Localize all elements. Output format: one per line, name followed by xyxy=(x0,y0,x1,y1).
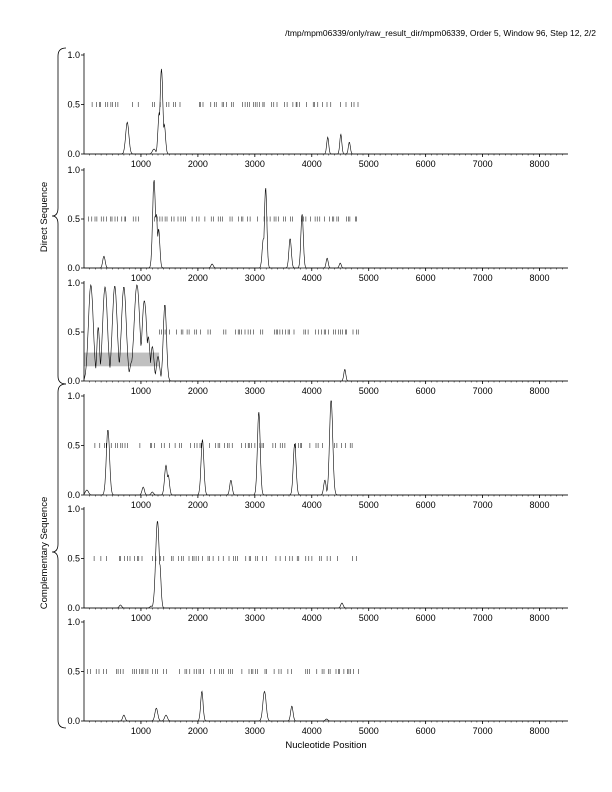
x-tick-label: 2000 xyxy=(187,386,208,396)
y-tick-label: 0.5 xyxy=(67,99,80,110)
figure-header: /tmp/mpm06339/only/raw_result_dir/mpm06339, Order 5, Window 96, Step 12, 2/2 xyxy=(285,28,596,38)
data-line xyxy=(84,401,568,495)
x-tick-label: 4000 xyxy=(301,726,322,736)
orf-tick-marks xyxy=(88,669,359,674)
y-tick-label: 0.0 xyxy=(67,149,80,159)
y-tick-label: 0.0 xyxy=(67,603,80,613)
x-tick-label: 7000 xyxy=(472,613,493,623)
complementary-sequence-label: Complementary Sequence xyxy=(39,496,50,610)
x-tick-label: 7000 xyxy=(472,159,493,169)
x-tick-label: 5000 xyxy=(358,273,379,283)
x-tick-label: 8000 xyxy=(529,273,550,283)
x-tick-label: 6000 xyxy=(415,273,436,283)
data-line xyxy=(84,521,568,608)
orf-tick-marks xyxy=(159,330,358,335)
x-tick-label: 7000 xyxy=(472,500,493,510)
x-tick-label: 6000 xyxy=(415,159,436,169)
x-tick-label: 3000 xyxy=(244,500,265,510)
y-tick-label: 1.0 xyxy=(67,165,80,175)
orf-tick-marks xyxy=(95,443,352,448)
x-tick-label: 6000 xyxy=(415,726,436,736)
x-tick-label: 1000 xyxy=(130,273,151,283)
y-tick-label: 0.5 xyxy=(67,553,80,564)
x-tick-label: 6000 xyxy=(415,386,436,396)
x-tick-label: 3000 xyxy=(244,726,265,736)
y-tick-label: 1.0 xyxy=(67,391,80,401)
x-tick-label: 8000 xyxy=(529,500,550,510)
orf-tick-marks xyxy=(88,217,356,222)
y-tick-label: 0.5 xyxy=(67,440,80,451)
x-tick-label: 6000 xyxy=(415,613,436,623)
y-tick-label: 0.0 xyxy=(67,716,80,726)
panel-2 xyxy=(67,165,568,283)
x-tick-label: 1000 xyxy=(130,500,151,510)
x-tick-label: 3000 xyxy=(244,159,265,169)
x-tick-label: 4000 xyxy=(301,386,322,396)
orf-tick-marks xyxy=(92,102,358,107)
x-tick-label: 8000 xyxy=(529,726,550,736)
x-tick-label: 3000 xyxy=(244,613,265,623)
x-tick-label: 5000 xyxy=(358,386,379,396)
data-line xyxy=(84,285,568,381)
x-tick-label: 5000 xyxy=(358,500,379,510)
x-tick-label: 8000 xyxy=(529,386,550,396)
orf-tick-marks xyxy=(94,556,357,561)
y-tick-label: 1.0 xyxy=(67,278,80,288)
x-tick-label: 7000 xyxy=(472,386,493,396)
complementary-sequence-brace xyxy=(52,384,66,728)
x-tick-label: 2000 xyxy=(187,500,208,510)
panel-5 xyxy=(67,504,568,623)
x-tick-label: 4000 xyxy=(301,159,322,169)
x-tick-label: 4000 xyxy=(301,500,322,510)
x-tick-label: 6000 xyxy=(415,500,436,510)
panel-6 xyxy=(67,617,568,736)
y-tick-label: 0.0 xyxy=(67,376,80,386)
x-tick-label: 5000 xyxy=(358,159,379,169)
data-line xyxy=(84,69,568,154)
x-tick-label: 2000 xyxy=(187,159,208,169)
x-tick-label: 1000 xyxy=(130,726,151,736)
data-line xyxy=(84,691,568,721)
y-tick-label: 0.0 xyxy=(67,263,80,273)
y-tick-label: 1.0 xyxy=(67,50,80,60)
y-tick-label: 0.5 xyxy=(67,666,80,677)
x-tick-label: 7000 xyxy=(472,273,493,283)
x-tick-label: 4000 xyxy=(301,273,322,283)
x-tick-label: 2000 xyxy=(187,273,208,283)
x-tick-label: 4000 xyxy=(301,613,322,623)
direct-sequence-label: Direct Sequence xyxy=(39,181,50,253)
x-axis-title: Nucleotide Position xyxy=(285,740,367,751)
x-tick-label: 2000 xyxy=(187,726,208,736)
direct-sequence-brace xyxy=(52,48,66,384)
x-tick-label: 3000 xyxy=(244,273,265,283)
x-tick-label: 7000 xyxy=(472,726,493,736)
y-tick-label: 0.5 xyxy=(67,327,80,337)
x-tick-label: 5000 xyxy=(358,613,379,623)
panels xyxy=(67,50,568,736)
x-tick-label: 1000 xyxy=(130,159,151,169)
x-tick-label: 1000 xyxy=(130,386,151,396)
x-tick-label: 3000 xyxy=(244,386,265,396)
x-tick-label: 5000 xyxy=(358,726,379,736)
x-tick-label: 2000 xyxy=(187,613,208,623)
data-line xyxy=(84,180,568,268)
panel-4 xyxy=(67,391,568,510)
x-tick-label: 8000 xyxy=(529,613,550,623)
panel-3 xyxy=(67,278,568,396)
y-tick-label: 1.0 xyxy=(67,504,80,514)
y-tick-label: 0.5 xyxy=(67,214,80,224)
y-tick-label: 0.0 xyxy=(67,490,80,500)
x-tick-label: 1000 xyxy=(130,613,151,623)
y-tick-label: 1.0 xyxy=(67,617,80,627)
panel-1 xyxy=(67,50,568,169)
x-tick-label: 8000 xyxy=(529,159,550,169)
